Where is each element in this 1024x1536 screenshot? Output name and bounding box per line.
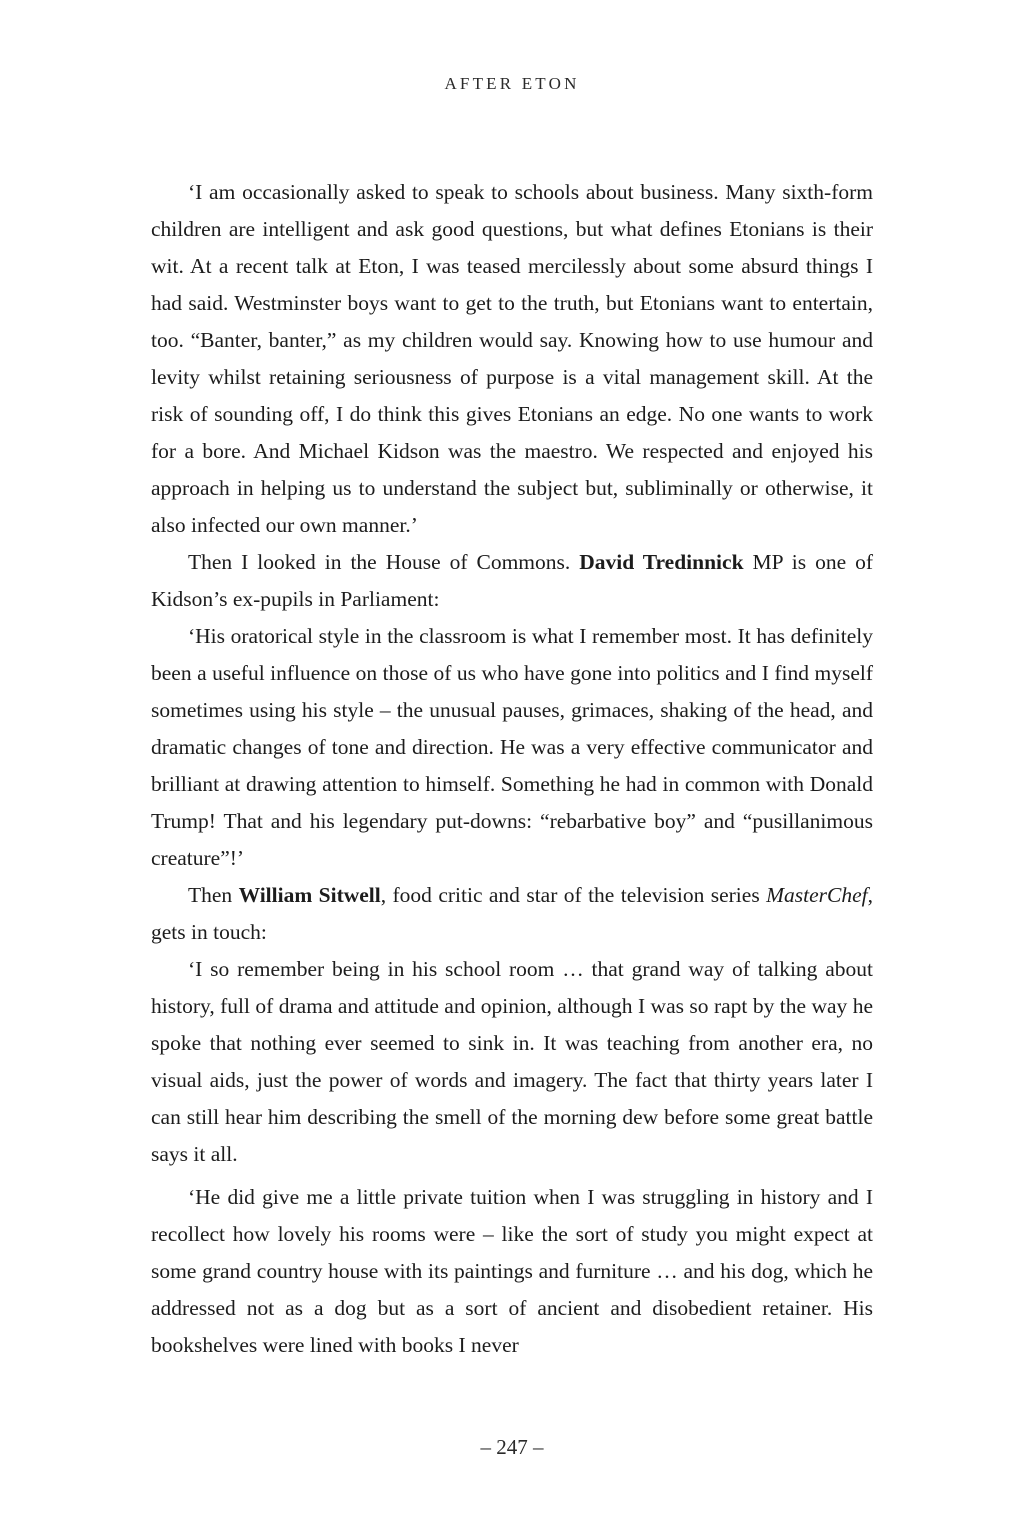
running-header: AFTER ETON (444, 74, 580, 93)
body-text (151, 174, 873, 1364)
paragraph-quote-sitwell-tuition: ‘He did give me a little private tuition when I was struggling in history and I recollect how lovely his rooms were – like the sort of study you might expect at some grand country house with its paintings and furniture … and his dog, which he addressed not as a dog but as a sort of ancient and disobedient retainer. His bookshelves were lined with books I never (151, 1185, 873, 1357)
paragraph-text: MP is one of Kidson’s ex-pupils in Parliament: (151, 550, 873, 611)
series-title-masterchef: MasterChef (766, 883, 868, 907)
paragraph-quote-tredinnick: ‘His oratorical style in the classroom is what I remember most. It has definitely been a useful influence on those of us who have gone into politics and I find myself sometimes using his style – the unusual pauses, grimaces, shaking of the head, and dramatic changes of tone and direction. He was a very effective communicator and brilliant at drawing attention to himself. Something he had in common with Donald Trump! That and his legendary put-downs: “rebarbative boy” and “pusillanimous creature”!’ (151, 624, 873, 870)
page-number: – 247 – (480, 1435, 544, 1459)
person-name-william-sitwell: William Sitwell (238, 883, 381, 907)
paragraph-text: , gets in touch: (151, 883, 873, 944)
paragraph-intro-tredinnick (151, 544, 873, 618)
paragraph-text: Then I looked in the House of Commons. (188, 550, 580, 574)
person-name-david-tredinnick: David Tredinnick (579, 550, 744, 574)
paragraph-quote-sitwell-schoolroom: ‘I so remember being in his school room … that grand way of talking about history, full of drama and attitude and opinion, although I was so rapt by the way he spoke that nothing ever seemed to sink in. It was teaching from another era, no visual aids, just the power of words and imagery. The fact that thirty years later I can still hear him describing the smell of the morning dew before some great battle says it all. (151, 957, 873, 1166)
paragraph-text: , food critic and star of the television series (380, 883, 767, 907)
paragraph-text: Then (188, 883, 239, 907)
paragraph-intro-sitwell (151, 877, 873, 951)
paragraph-quote-business: ‘I am occasionally asked to speak to schools about business. Many sixth-form children are intelligent and ask good questions, but what defines Etonians is their wit. At a recent talk at Eton, I was teased mercilessly about some absurd things I had said. Westminster boys want to get to the truth, but Etonians want to entertain, too. “Banter, banter,” as my children would say. Knowing how to use humour and levity whilst retaining seriousness of purpose is a vital management skill. At the risk of sounding off, I do think this gives Etonians an edge. No one wants to work for a bore. And Michael Kidson was the maestro. We respected and enjoyed his approach in helping us to understand the subject but, subliminally or otherwise, it also infected our own manner.’ (151, 180, 873, 537)
